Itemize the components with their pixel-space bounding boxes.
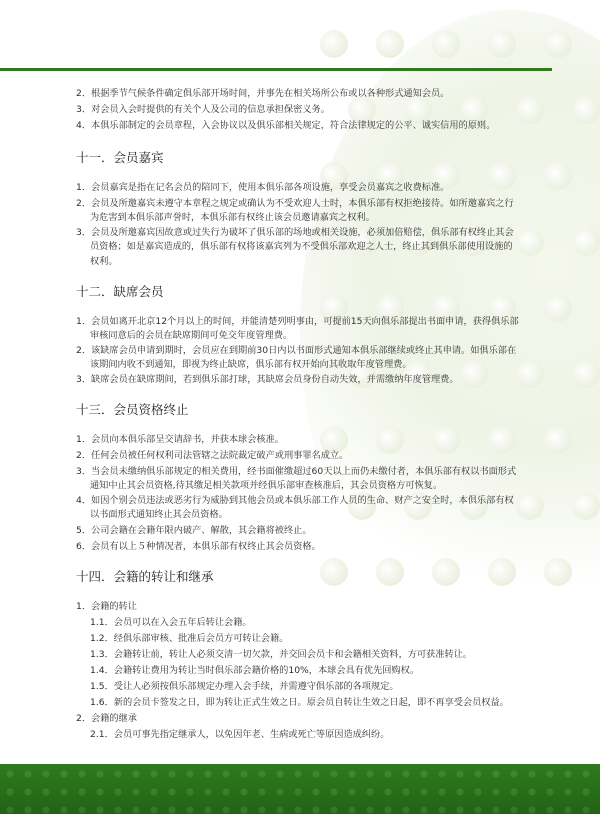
clause-text: 1.6．新的会员卡签发之日，即为转让正式生效之日。原会员自转让生效之日起，即不再享受会员权益。 bbox=[90, 697, 509, 708]
clause-text: 1.1．会员可以在入会五年后转让会籍。 bbox=[90, 617, 252, 628]
section-heading: 十四．会籍的转让和继承 bbox=[76, 569, 214, 584]
clause-text: 3．当会员未缴纳俱乐部规定的相关费用，经书面催缴超过60天以上而仍未缴付者，本俱乐部有权以书面形式 bbox=[76, 466, 517, 477]
clause-text: 1．会员向本俱乐部呈交请辞书，并获本球会核准。 bbox=[76, 434, 284, 445]
clause-text: 3．对会员入会时提供的有关个人及公司的信息承担保密义务。 bbox=[76, 104, 330, 115]
clause-text: 3．会员及所邀嘉宾因故意或过失行为破坏了俱乐部的场地或相关设施，必须加倍赔偿，俱乐部有权终止其会 bbox=[76, 227, 514, 238]
section-heading: 十三．会员资格终止 bbox=[76, 402, 189, 417]
footer-band bbox=[0, 764, 600, 814]
clause-text: 2．该缺席会员申请到期时，会员应在到期前30日内以书面形式通知本俱乐部继续或终止其申请。如俱乐部在 bbox=[76, 345, 517, 356]
clause-text: 4．如因个别会员违法或恶劣行为威胁到其他会员或本俱乐部工作人员的生命、财产之安全时，本俱乐部有权 bbox=[76, 495, 514, 506]
clause-text: 1.2．经俱乐部审核、批准后会员方可转让会籍。 bbox=[90, 633, 289, 644]
clause-text: 6．会员有以上５种情况者，本俱乐部有权终止其会员资格。 bbox=[76, 541, 321, 552]
clause-text: 该期间内收不到通知，即视为终止缺席，俱乐部有权开始向其收取年度管理费。 bbox=[90, 359, 412, 370]
clause-text: 员资格；如是嘉宾造成的，俱乐部有权将该嘉宾列为不受俱乐部欢迎之人士，终止其到俱乐部使用设施的 bbox=[90, 241, 513, 252]
clause-text: 1.4．会籍转让费用为转让当时俱乐部会籍价格的10%，本球会具有优先回购权。 bbox=[90, 665, 420, 676]
clause-text: 4．本俱乐部制定的会员章程，入会协议以及俱乐部相关规定，符合法律规定的公平、诚实信用的原则。 bbox=[76, 120, 496, 131]
clause-text: 2．会籍的继承 bbox=[76, 713, 137, 724]
clause-text: 审核同意后的会员在缺席期间可免交年度管理费。 bbox=[90, 330, 293, 341]
section-heading: 十二．缺席会员 bbox=[76, 284, 164, 299]
clause-text: 2．根据季节气候条件确定俱乐部开场时间，并事先在相关场所公布或以各种形式通知会员。 bbox=[76, 88, 450, 99]
clause-text: 1．会员如离开北京12个月以上的时间，并能清楚列明事由，可提前15天向俱乐部提出书面申请，获得俱乐部 bbox=[76, 316, 519, 327]
clause-text: 3．缺席会员在缺席期间，若到俱乐部打球，其缺席会员身份自动失效，并需缴纳年度管理费。 bbox=[76, 374, 459, 385]
section-heading: 十一．会员嘉宾 bbox=[76, 150, 164, 165]
clause-text: 1．会籍的转让 bbox=[76, 601, 137, 612]
clause-text: 1.3．会籍转让前，转让人必须交清一切欠款，并交回会员卡和会籍相关资料，方可获准转让。 bbox=[90, 649, 473, 660]
clause-text: 通知中止其会员资格,待其缴足相关款项并经俱乐部审查核准后，其会员资格方可恢复。 bbox=[90, 480, 443, 491]
clause-text: 2．任何会员被任何权利司法管辖之法院裁定破产或刑事罪名成立。 bbox=[76, 450, 349, 461]
clause-text: 为危害到本俱乐部声誉时，本俱乐部有权终止该会员邀请嘉宾之权利。 bbox=[90, 212, 375, 223]
clause-text: 1.5．受让人必须按俱乐部规定办理入会手续，并需遵守俱乐部的各项规定。 bbox=[90, 681, 399, 692]
clause-text: 5．公司会籍在会籍年限内破产、解散，其会籍将被终止。 bbox=[76, 525, 312, 536]
clause-text: 1．会员嘉宾是指在记名会员的陪同下，使用本俱乐部各项设施，享受会员嘉宾之收费标准。 bbox=[76, 182, 450, 193]
clause-text: 权利。 bbox=[90, 256, 118, 267]
clause-text: 以书面形式通知终止其会员资格。 bbox=[90, 509, 228, 520]
clause-text: 2．会员及所邀嘉宾未遵守本章程之规定或确认为不受欢迎人士时，本俱乐部有权拒绝接待。如所邀嘉宾之行 bbox=[76, 198, 514, 209]
clause-text: 2.1．会员可事先指定继承人，以免因年老、生病或死亡等原因造成纠纷。 bbox=[90, 729, 390, 740]
